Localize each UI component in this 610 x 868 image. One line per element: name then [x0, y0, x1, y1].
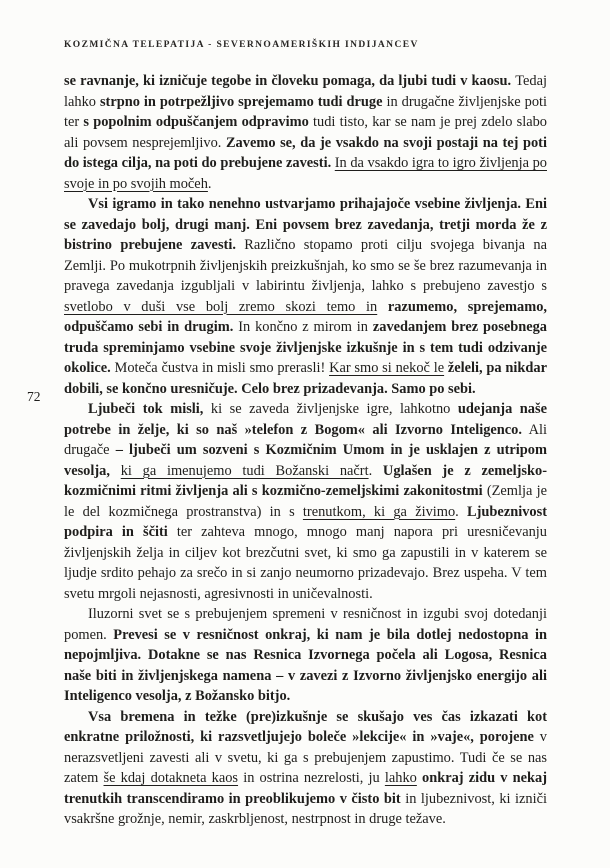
text-run — [110, 463, 121, 479]
text-run: In da vsakdo igra to igro življenja po svoje in po svojih močeh — [64, 155, 547, 192]
text-run: Zavemo se, da je vsakdo na svoji postaji na tej poti do istega cilja, na poti do prebujene zavesti. — [64, 134, 547, 171]
text-run: in ljubeznivost, ki izniči vsakršne grožnje, nemir, zaskrbljenost, nestrpnost in druge težave. — [64, 790, 548, 827]
text-run: Ljubeznivost podpira in ščiti — [64, 503, 547, 540]
text-run: še kdaj dotakneta kaos — [103, 770, 239, 786]
text-run: Kar smo si nekoč le — [329, 360, 445, 376]
text-run — [377, 299, 388, 315]
text-run: Moteča čustva in misli smo prerasli! — [110, 360, 330, 376]
text-run: Iluzorni svet se s prebujenjem spremeni v resničnost in izgubi svoj dotedanji pomen. — [64, 606, 547, 643]
text-run: Ljubeči tok misli, — [88, 401, 204, 417]
text-run: svetlobo v duši vse bolj zremo skozi temo in — [64, 298, 378, 315]
body-text — [64, 71, 547, 830]
text-run: s popolnim odpuščanjem odpravimo — [83, 114, 313, 130]
text-run: Prevesi se v resničnost onkraj, ki nam je bila dotlej nedostopna in nepojmljiva. Dotakne se nas Resnica Izvornega počela ali Logosa, Resnica naše biti in življenjskega namena – v zavezi z Izvorno življenjsko energijo ali Inteligenco vesolja, z Božansko bitjo. — [64, 626, 547, 704]
paragraph — [64, 707, 547, 830]
text-run: se ravnanje, ki izničuje tegobe in človeku pomaga, da ljubi tudi v kaosu. — [64, 73, 516, 89]
text-run: Uglašen je z zemeljsko-kozmičnimi ritmi življenja ali s kozmično-zemeljskimi zakonitostmi — [64, 462, 547, 499]
text-run: razumemo, sprejemamo, odpuščamo sebi in drugim. — [64, 298, 547, 335]
text-run: ter zahteva mnogo, mnogo manj napora pri uresničevanju življenjskih želja in ciljev kot brezčutni svet, ki smo ga zapustili in v katerem se ljudje srdito pehajo za srečo in si zanjo neumorno prizadevajo. Brez uspeha. V tem svetu mrgoli nejasnosti, agresivnosti in uničevalnosti. — [64, 524, 547, 602]
text-run: tudi tisto, kar se nam je prej zdelo slabo ali povsem nesprejemljivo. — [64, 114, 547, 151]
text-run: Različno stopamo proti cilju svojega bivanja na Zemlji. Po mukotrpnih življenjskih preizkušnjah, ko smo se še brez razumevanja in pravega zavedanja izgubljali v labirintu življenja, lahko s prebujeno zavestjo s — [64, 237, 547, 294]
running-header: KOZMIČNA TELEPATIJA - SEVERNOAMERIŠKIH INDIJANCEV — [64, 40, 419, 50]
text-run: Tedaj lahko — [64, 73, 547, 110]
paragraph — [64, 399, 547, 604]
text-run: onkraj zidu v nekaj trenutkih transcendiramo in preoblikujemo v čisto bit — [64, 770, 548, 807]
paragraph — [64, 194, 547, 399]
text-run: trenutkom, ki ga živimo — [302, 503, 456, 520]
text-run: in ostrina nezrelosti, ju — [238, 770, 385, 786]
text-run: ki ga imenujemo tudi Božanski načrt — [120, 462, 369, 479]
paragraph — [64, 71, 547, 194]
text-run: Vsa bremena in težke (pre)izkušnje se skušajo ves čas izkazati kot enkratne priložnosti, ki razsvetljujejo boleče »lekcije« in »vaje«, porojene — [64, 708, 547, 745]
text-run: zavedanjem brez posebnega truda spreminjamo vsebine svoje življenjske izkušnje in s tem tudi odzivanje okolice. — [64, 319, 548, 376]
text-run: Vsi igramo in tako nenehno ustvarjamo prihajajoče vsebine življenja. Eni se zavedajo bolj, drugi manj. Eni povsem brez zavedanja, tretji morda že z bistrino prebujene zavesti. — [64, 196, 547, 253]
paragraph — [64, 604, 547, 707]
text-run: lahko — [384, 770, 417, 786]
page-number: 72 — [27, 389, 41, 404]
text-run: (Zemlja je le del kozmičnega prostranstva) in s — [64, 483, 547, 520]
text-run: udejanja naše potrebe in želje, ki so naš »telefon z Bogom« ali Izvorno Inteligenco. — [64, 401, 547, 438]
text-run: . — [455, 503, 468, 520]
text-run: . — [207, 175, 212, 192]
text-run: . — [368, 462, 383, 479]
text-run: želeli, pa nikdar dobili, se končno uresničuje. Celo brez prizadevanja. Samo po sebi. — [64, 360, 547, 397]
text-run: – ljubeči um sozveni s Kozmičnim Umom in je usklajen z utripom vesolja, — [64, 442, 547, 479]
text-run: Ali drugače — [64, 421, 547, 458]
text-run: ki se zaveda življenjske igre, lahkotno — [203, 401, 458, 417]
text-run: strpno in potrpežljivo sprejemamo tudi druge — [99, 93, 387, 110]
text-run: in drugačne življenjske poti ter — [64, 93, 548, 130]
text-run: In končno z mirom in — [233, 319, 373, 335]
text-run: v nerazsvetljeni zavesti ali v svetu, ki ga s prebujenjem zapustimo. Tudi če se nas zatem — [64, 729, 547, 786]
